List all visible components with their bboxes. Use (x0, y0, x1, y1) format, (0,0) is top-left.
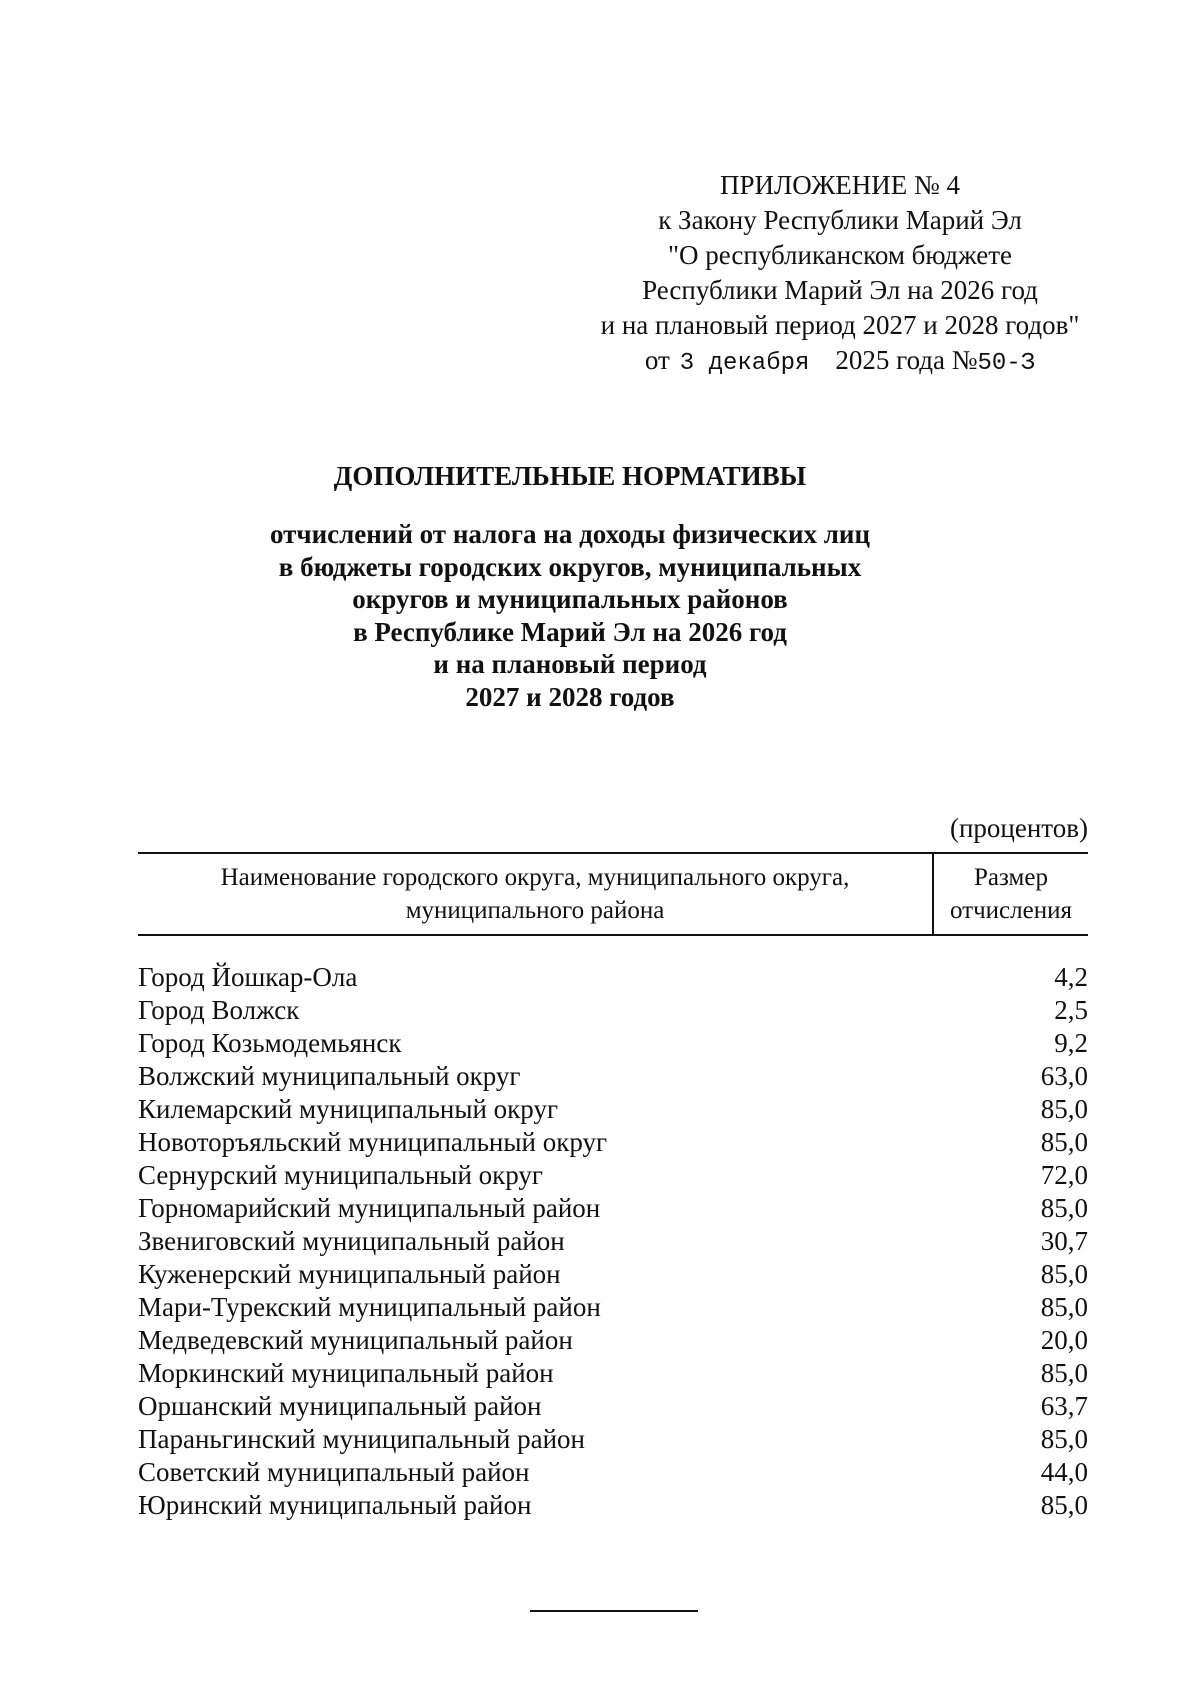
header-value-line: отчисления (950, 897, 1072, 924)
table-header (138, 852, 1088, 936)
row-value: 85,0 (1040, 1094, 1088, 1124)
row-value: 85,0 (1040, 1424, 1088, 1454)
end-divider (530, 1610, 698, 1612)
table-row (138, 1390, 1088, 1423)
table-row (138, 1423, 1088, 1456)
header-name-line: Наименование городского округа, муниципального округа, (220, 864, 850, 891)
row-name: Мари-Турекский муниципальный район (138, 1292, 601, 1322)
subheading-line: в Республике Марий Эл на 2026 год (353, 616, 787, 647)
date-day-month: 3 декабря (679, 350, 810, 377)
appendix-law-title-3: и на плановый период 2027 и 2028 годов" (600, 310, 1080, 340)
header-value-line: Размер (974, 864, 1048, 891)
table-row (138, 1489, 1088, 1522)
appendix-law-title-1: "О республиканском бюджете (667, 240, 1013, 270)
header-name-line: муниципального района (405, 897, 665, 924)
row-name: Юринский муниципальный район (138, 1490, 532, 1520)
table-row (138, 1093, 1088, 1126)
row-value: 85,0 (1040, 1193, 1088, 1223)
row-name: Звениговский муниципальный район (138, 1226, 565, 1256)
row-value: 9,2 (1054, 1028, 1088, 1058)
row-name: Моркинский муниципальный район (138, 1358, 554, 1388)
row-name: Горномарийский муниципальный район (138, 1193, 601, 1223)
row-name: Город Волжск (138, 995, 300, 1025)
subheading-line: округов и муниципальных районов (352, 584, 788, 614)
row-name: Оршанский муниципальный район (138, 1391, 542, 1421)
subheading-line: и на плановый период (433, 649, 707, 679)
row-name: Новоторъяльский муниципальный округ (138, 1127, 608, 1157)
row-value: 4,2 (1054, 962, 1088, 992)
row-name: Медведевский муниципальный район (138, 1325, 573, 1355)
table-row (138, 961, 1088, 994)
row-value: 85,0 (1040, 1292, 1088, 1322)
table-row (138, 1159, 1088, 1192)
appendix-block (560, 168, 1120, 381)
subheading-line: в бюджеты городских округов, муниципальных (278, 551, 862, 582)
row-name: Куженерский муниципальный район (138, 1259, 561, 1289)
table-row (138, 994, 1088, 1027)
header-value-column (934, 854, 1088, 934)
appendix-law-title-2: Республики Марий Эл на 2026 год (642, 275, 1038, 305)
subheading-line: отчислений от налога на доходы физических лиц (269, 519, 871, 549)
row-name: Волжский муниципальный округ (138, 1061, 521, 1091)
row-value: 85,0 (1040, 1490, 1088, 1520)
row-name: Килемарский муниципальный округ (138, 1094, 559, 1124)
table-row (138, 1060, 1088, 1093)
table-row (138, 1456, 1088, 1489)
table-row (138, 1357, 1088, 1390)
row-value: 85,0 (1040, 1127, 1088, 1157)
appendix-date-line (560, 343, 1120, 381)
units-label: (процентов) (949, 813, 1088, 843)
row-name: Параньгинский муниципальный район (138, 1424, 585, 1454)
row-value: 85,0 (1040, 1259, 1088, 1289)
row-value: 72,0 (1040, 1160, 1088, 1190)
row-name: Сернурский муниципальный округ (138, 1160, 543, 1190)
row-name: Город Козьмодемьянск (138, 1028, 402, 1058)
row-name: Советский муниципальный район (138, 1457, 530, 1487)
norms-table (138, 852, 1088, 1522)
row-value: 2,5 (1054, 995, 1088, 1025)
row-value: 44,0 (1040, 1457, 1088, 1487)
table-row (138, 1324, 1088, 1357)
table-row (138, 1192, 1088, 1225)
document-subheading (200, 518, 940, 713)
row-value: 30,7 (1040, 1226, 1088, 1256)
table-body (138, 961, 1088, 1522)
row-value: 20,0 (1040, 1325, 1088, 1355)
row-value: 63,0 (1040, 1061, 1088, 1091)
row-value: 63,7 (1040, 1391, 1088, 1421)
date-year: 2025 года № (835, 345, 978, 375)
table-row (138, 1126, 1088, 1159)
subheading-line: 2027 и 2028 годов (465, 681, 675, 712)
appendix-law-reference: к Закону Республики Марий Эл (658, 205, 1022, 235)
table-row (138, 1291, 1088, 1324)
table-row (138, 1225, 1088, 1258)
date-prefix: от (644, 345, 670, 375)
appendix-title: ПРИЛОЖЕНИЕ № 4 (719, 170, 961, 200)
header-name-column (138, 854, 934, 934)
table-row (138, 1258, 1088, 1291)
row-name: Город Йошкар-Ола (138, 962, 358, 992)
table-row (138, 1027, 1088, 1060)
law-number: 50-З (977, 350, 1036, 377)
document-heading: ДОПОЛНИТЕЛЬНЫЕ НОРМАТИВЫ (333, 461, 807, 491)
row-value: 85,0 (1040, 1358, 1088, 1388)
